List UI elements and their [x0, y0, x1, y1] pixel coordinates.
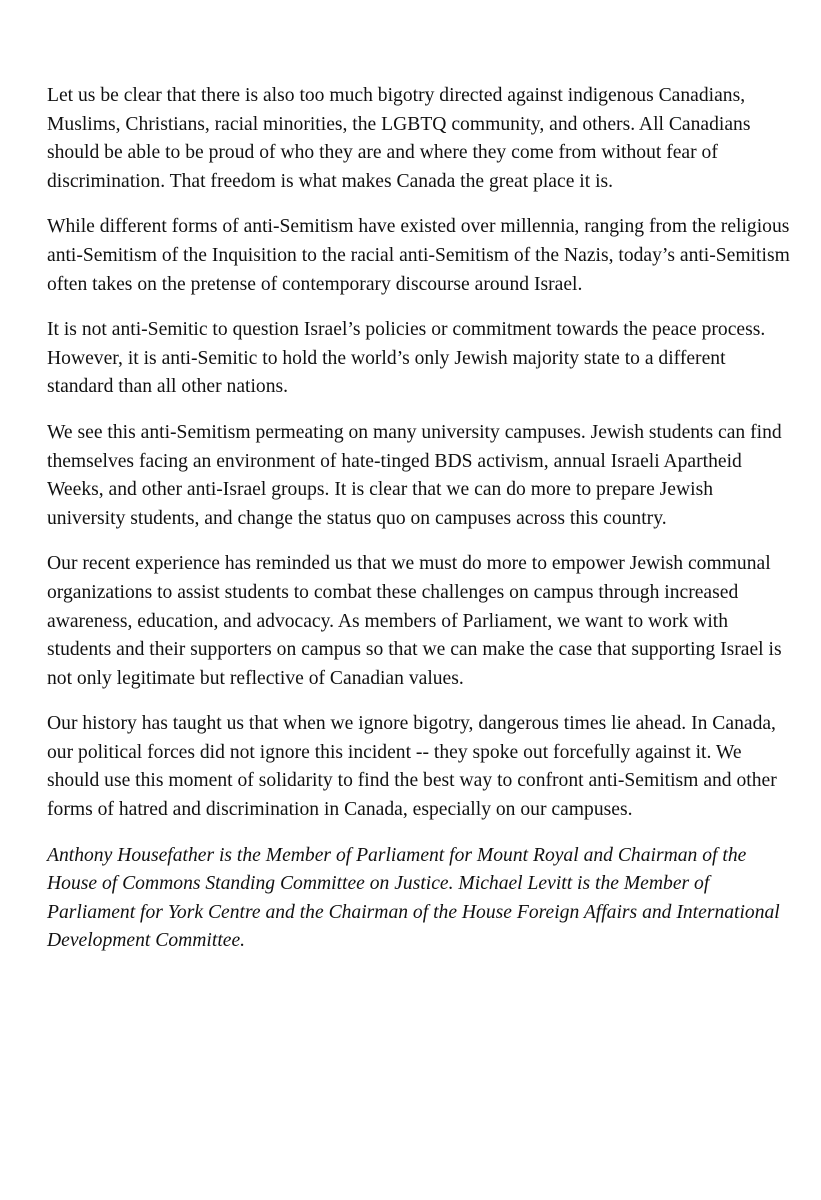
paragraph-solidarity: Our history has taught us that when we ignore bigotry, dangerous times lie ahead. In Canada, our political forces did not ignore this incident -- they spoke out forcefully against it. We should use this moment of solidarity to find the best way to confront anti-Semitism and other forms of hatred and discrimination in Canada, especially on our campuses.	[47, 713, 777, 821]
author-byline: Anthony Housefather is the Member of Parliament for Mount Royal and Chairman of the House of Commons Standing Committee on Justice. Michael Levitt is the Member of Parliament for York Centre and the Chairman of the House Foreign Affairs and International Development Committee.	[47, 844, 780, 952]
paragraph-empower-organizations: Our recent experience has reminded us that we must do more to empower Jewish communal organizations to assist students to combat these challenges on campus through increased awareness, education, and advocacy. As members of Parliament, we want to work with students and their supporters on campus so that we can make the case that supporting Israel is not only legitimate but reflective of Canadian values.	[47, 553, 782, 689]
paragraph-campuses: We see this anti-Semitism permeating on many university campuses. Jewish students can find themselves facing an environment of hate-tinged BDS activism, annual Israeli Apartheid Weeks, and other anti-Israel groups. It is clear that we can do more to prepare Jewish university students, and change the status quo on campuses across this country.	[47, 421, 782, 529]
paragraph-history-of-antisemitism: While different forms of anti-Semitism have existed over millennia, ranging from the religious anti-Semitism of the Inquisition to the racial anti-Semitism of the Nazis, today’s anti-Semitism often takes on the pretense of contemporary discourse around Israel.	[47, 216, 790, 295]
document-page	[47, 82, 792, 973]
paragraph-bigotry: Let us be clear that there is also too much bigotry directed against indigenous Canadians, Muslims, Christians, racial minorities, the LGBTQ community, and others. All Canadians should be able to be proud of who they are and where they come from without fear of discrimination. That freedom is what makes Canada the great place it is.	[47, 85, 751, 192]
paragraph-israel-policies: It is not anti-Semitic to question Israel’s policies or commitment towards the peace process. However, it is anti-Semitic to hold the world’s only Jewish majority state to a different standard than all other nations.	[47, 319, 766, 398]
